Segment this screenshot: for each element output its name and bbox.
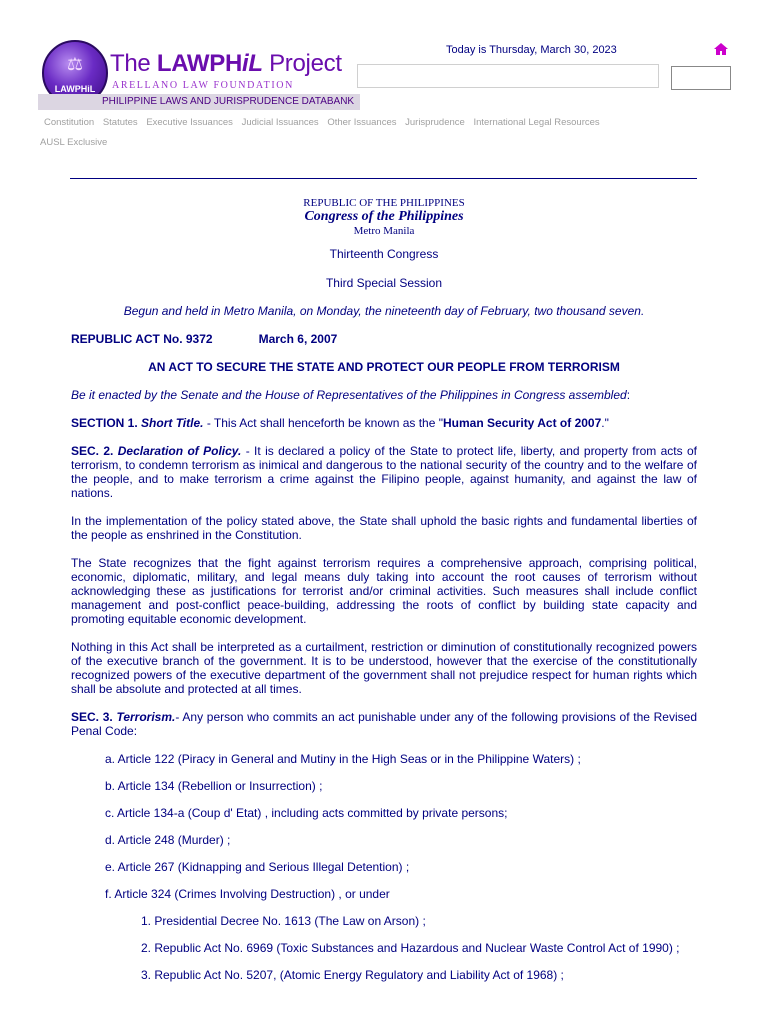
list-item: 2. Republic Act No. 6969 (Toxic Substances and Hazardous and Nuclear Waste Control Act of 1990) ; xyxy=(141,941,680,955)
nav-ausl-exclusive[interactable]: AUSL Exclusive xyxy=(40,137,108,148)
republic-act-number: REPUBLIC ACT No. 9372 xyxy=(71,332,213,346)
site-database-label: PHILIPPINE LAWS AND JURISPRUDENCE DATABANK xyxy=(38,94,360,110)
nav-executive-issuances[interactable]: Executive Issuances xyxy=(146,117,233,128)
site-logo[interactable] xyxy=(38,38,358,114)
enacting-clause: Be it enacted by the Senate and the House of Representatives of the Philippines in Congress assembled: xyxy=(71,388,631,402)
list-item: 1. Presidential Decree No. 1613 (The Law on Arson) ; xyxy=(141,914,426,928)
paragraph-nothing: Nothing in this Act shall be interpreted as a curtailment, restriction or diminution of constitutionally recognized powers of the executive branch of the government. It is to be understood, however that the exercise of the constitutionally recognized powers of the executive department of the government shall not prejudice respect for human rights which shall be absolute and protected at all times. xyxy=(71,640,697,696)
republic-heading: REPUBLIC OF THE PHILIPPINES xyxy=(303,197,465,209)
republic-act-date: March 6, 2007 xyxy=(258,332,338,346)
list-item: c. Article 134-a (Coup d' Etat) , including acts committed by private persons; xyxy=(105,806,508,820)
nav-statutes[interactable]: Statutes xyxy=(102,117,138,128)
nav-constitution[interactable]: Constitution xyxy=(44,117,95,128)
header-divider xyxy=(70,178,697,179)
nav-jurisprudence[interactable]: Jurisprudence xyxy=(405,117,465,128)
begun-line: Begun and held in Metro Manila, on Monday, the nineteenth day of February, two thousand seven. xyxy=(123,304,645,318)
search-button[interactable] xyxy=(671,66,731,90)
scales-of-justice-icon: ⚖ xyxy=(66,54,84,74)
act-title: AN ACT TO SECURE THE STATE AND PROTECT OUR PEOPLE FROM TERRORISM xyxy=(148,360,620,374)
search-input[interactable] xyxy=(357,64,659,88)
site-subtitle: ARELLANO LAW FOUNDATION xyxy=(112,80,294,91)
nav-international-legal-resources[interactable]: International Legal Resources xyxy=(473,117,600,128)
seal-text: LAWPHiL xyxy=(54,84,96,94)
list-item: f. Article 324 (Crimes Involving Destruction) , or under xyxy=(105,887,390,901)
section-2: SEC. 2. Declaration of Policy. - It is declared a policy of the State to protect life, liberty, and property from acts of terrorism, to condemn terrorism as inimical and dangerous to the national security of the country and to the welfare of the people, and to make terrorism a crime against the Filipino people, against humanity, and against the law of nations. xyxy=(71,444,697,500)
nav-other-issuances[interactable]: Other Issuances xyxy=(327,117,397,128)
main-nav xyxy=(44,117,606,128)
list-item: b. Article 134 (Rebellion or Insurrection) ; xyxy=(105,779,323,793)
congress-number: Thirteenth Congress xyxy=(329,247,439,261)
paragraph-recognizes: The State recognizes that the fight against terrorism requires a comprehensive approach, comprising political, economic, diplomatic, military, and legal means duly taking into account the root causes of terrorism without acknowledging these as justifications for terrorist and/or criminal activities. Such measures shall include conflict management and post-conflict peace-building, addressing the roots of conflict by building state capacity and promoting equitable economic development. xyxy=(71,556,697,626)
list-item: a. Article 122 (Piracy in General and Mutiny in the High Seas or in the Philippine Waters) ; xyxy=(105,752,581,766)
site-title: The LAWPHiL Project xyxy=(110,50,342,77)
nav-judicial-issuances[interactable]: Judicial Issuances xyxy=(241,117,319,128)
republic-act-line xyxy=(71,332,697,346)
metro-heading: Metro Manila xyxy=(353,225,415,237)
section-1: SECTION 1. Short Title. - This Act shall henceforth be known as the "Human Security Act of 2007." xyxy=(71,416,609,430)
list-item: 3. Republic Act No. 5207, (Atomic Energy Regulatory and Liability Act of 1968) ; xyxy=(141,968,564,982)
list-item: e. Article 267 (Kidnapping and Serious Illegal Detention) ; xyxy=(105,860,410,874)
congress-heading: Congress of the Philippines xyxy=(304,209,464,224)
home-icon[interactable] xyxy=(713,42,729,56)
session-label: Third Special Session xyxy=(325,276,443,290)
paragraph-implementation: In the implementation of the policy stated above, the State shall uphold the basic rights and fundamental liberties of the people as enshrined in the Constitution. xyxy=(71,514,697,542)
list-item: d. Article 248 (Murder) ; xyxy=(105,833,231,847)
document-body xyxy=(71,197,697,982)
today-date: Today is Thursday, March 30, 2023 xyxy=(446,44,617,56)
section-3: SEC. 3. Terrorism.- Any person who commits an act punishable under any of the following provisions of the Revised Penal Code: xyxy=(71,710,697,738)
